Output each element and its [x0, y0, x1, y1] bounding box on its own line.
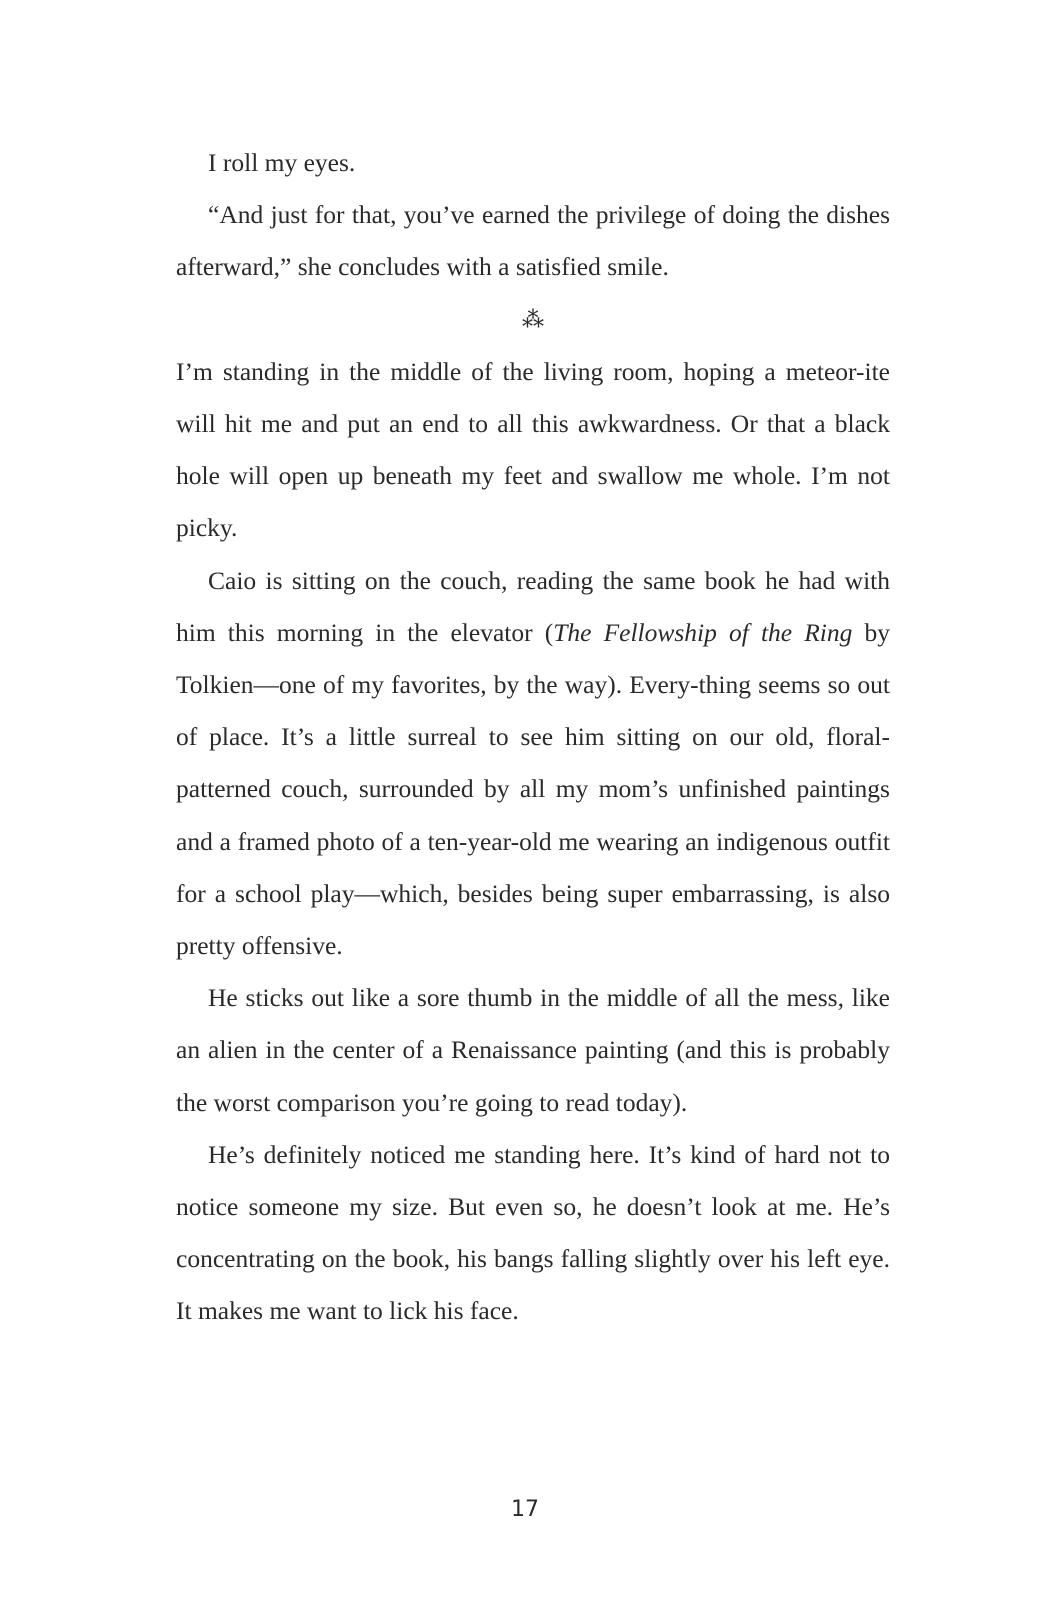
paragraph-5: He sticks out like a sore thumb in the middle of all the mess, like an alien in the center of a Renaissance painting (and this is probably the worst comparison you’re going to read today). — [176, 983, 890, 1117]
book-title-italic: The Fellowship of the Ring — [553, 617, 853, 647]
section-break-ornament: ⁂ — [522, 306, 544, 332]
paragraph-4 — [176, 555, 890, 973]
paragraph-3: I’m standing in the middle of the living room, hoping a meteor-ite will hit me and put an end to all this awkwardness. Or that a black hole will open up beneath my feet and swallow me whole. I’m not picky. — [176, 356, 890, 543]
page-number: 17 — [511, 1497, 539, 1522]
paragraph-4-text-start: Caio is sitting on the couch, reading the same book he had with him this morning in the elevator ( — [176, 565, 890, 647]
paragraph-2: “And just for that, you’ve earned the privilege of doing the dishes afterward,” she concludes with a satisfied smile. — [176, 200, 890, 282]
paragraph-1: I roll my eyes. — [208, 148, 356, 177]
paragraph-4-text-end: by Tolkien—one of my favorites, by the way). Every-thing seems so out of place. It’s a little surreal to see him sitting on our old, floral-patterned couch, surrounded by all my mom’s unfinished paintings and a framed photo of a ten-year-old me wearing an indigenous outfit for a school play—which, besides being super embarrassing, is also pretty offensive. — [176, 617, 891, 961]
paragraph-6: He’s definitely noticed me standing here. It’s kind of hard not to notice someone my size. But even so, he doesn’t look at me. He’s concentrating on the book, his bangs falling slightly over his left eye. It makes me want to lick his face. — [176, 1139, 890, 1326]
body-text — [176, 137, 890, 1338]
